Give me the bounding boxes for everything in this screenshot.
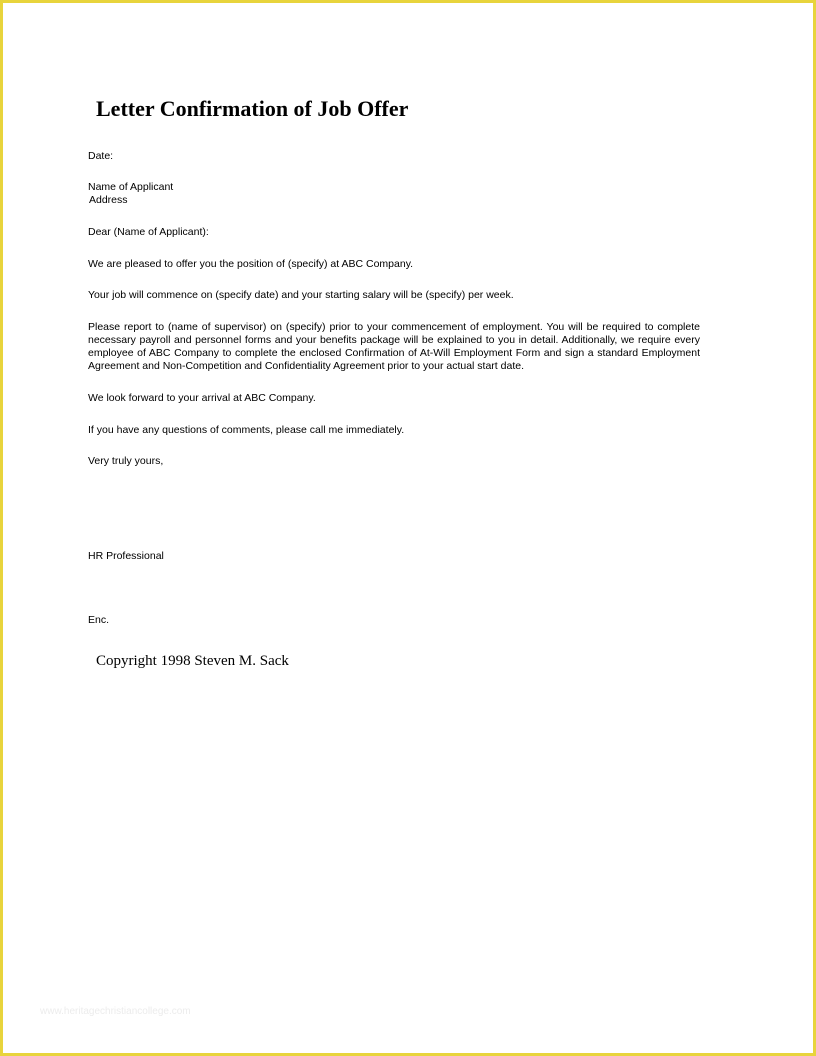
signature-title: HR Professional	[88, 550, 164, 562]
enclosure-note: Enc.	[88, 614, 110, 626]
paragraph-arrival: We look forward to your arrival at ABC Company.	[88, 392, 316, 404]
letter-title: Letter Confirmation of Job Offer	[96, 96, 409, 121]
applicant-name: Name of Applicant	[88, 181, 174, 193]
date-label: Date:	[88, 150, 114, 162]
paragraph-commence: Your job will commence on (specify date) and your starting salary will be (specify) per week.	[88, 289, 514, 301]
watermark-text: www.heritagechristiancollege.com	[40, 1006, 191, 1017]
salutation: Dear (Name of Applicant):	[88, 226, 209, 238]
copyright-notice: Copyright 1998 Steven M. Sack	[96, 653, 289, 669]
paragraph-offer: We are pleased to offer you the position of (specify) at ABC Company.	[88, 258, 414, 270]
paragraph-report: Please report to (name of supervisor) on (specify) prior to your commencement of employment. You will be required to complete necessary payroll and personnel forms and your benefits package will be explained to you in detail. Additionally, we require every employee of ABC Company to complete the enclosed Confirmation of At-Will Employment Form and sign a standard Employment Agreement and Non-Competition and Confidentiality Agreement prior to your actual start date.	[88, 321, 700, 372]
paragraph-questions: If you have any questions of comments, please call me immediately.	[88, 424, 405, 436]
applicant-address: Address	[89, 194, 128, 206]
closing: Very truly yours,	[88, 455, 164, 467]
